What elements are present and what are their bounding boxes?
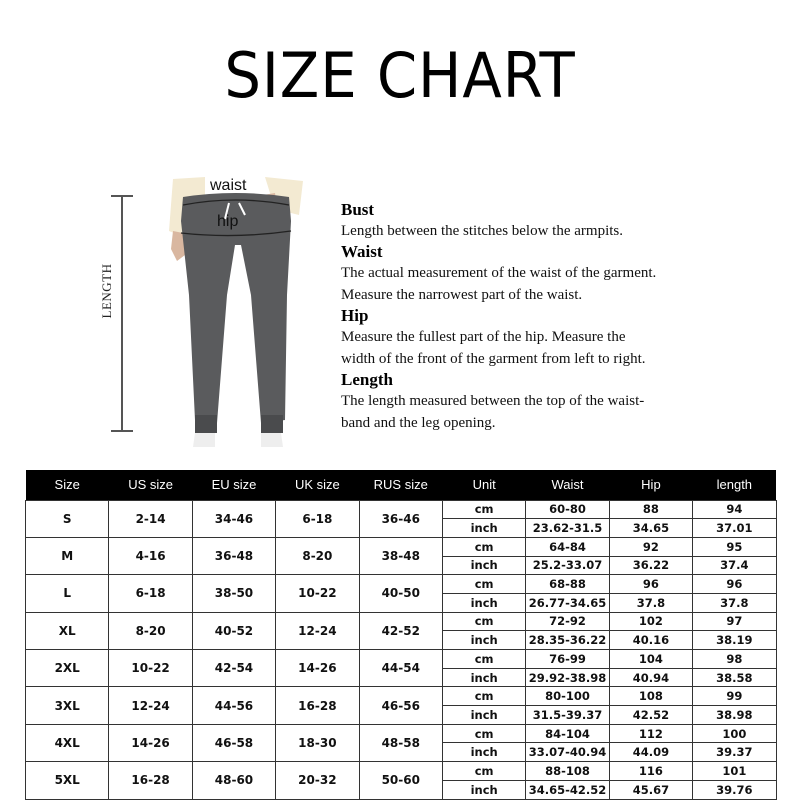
def-text: Length between the stitches below the armpits. <box>341 223 624 239</box>
col-header-rus: RUS size <box>359 470 442 500</box>
waist-cell: 23.62-31.5 <box>526 519 609 538</box>
hip-cell: 34.65 <box>609 519 692 538</box>
waist-cell: 60-80 <box>526 500 609 519</box>
unit-cell: cm <box>442 575 525 594</box>
unit-cell: inch <box>442 631 525 650</box>
us-size-cell: 6-18 <box>109 575 192 612</box>
def-text: Measure the narrowest part of the waist. <box>341 287 583 303</box>
unit-cell: cm <box>442 724 525 743</box>
def-heading-waist: Waist <box>341 242 383 261</box>
table-row <box>26 687 777 706</box>
eu-size-cell: 48-60 <box>192 762 275 799</box>
def-text: Measure the fullest part of the hip. Measure the <box>341 329 626 345</box>
table-row <box>26 724 777 743</box>
def-text: The actual measurement of the waist of the garment. <box>341 265 657 281</box>
col-header-hip: Hip <box>609 470 692 500</box>
unit-cell: inch <box>442 706 525 725</box>
us-size-cell: 12-24 <box>109 687 192 724</box>
def-text: The length measured between the top of the waist- <box>341 393 645 409</box>
unit-cell: inch <box>442 593 525 612</box>
size-cell: 5XL <box>26 762 109 799</box>
rus-size-cell: 40-50 <box>359 575 442 612</box>
hip-cell: 45.67 <box>609 780 692 799</box>
col-header-waist: Waist <box>526 470 609 500</box>
col-header-uk: UK size <box>276 470 359 500</box>
hip-label: hip <box>217 213 239 230</box>
length-bracket-icon <box>121 195 123 431</box>
uk-size-cell: 10-22 <box>276 575 359 612</box>
us-size-cell: 16-28 <box>109 762 192 799</box>
length-cell: 38.58 <box>693 668 776 687</box>
waist-label: waist <box>210 177 247 194</box>
unit-cell: inch <box>442 780 525 799</box>
rus-size-cell: 36-46 <box>359 500 442 537</box>
eu-size-cell: 38-50 <box>192 575 275 612</box>
def-heading-length: Length <box>341 370 393 389</box>
rus-size-cell: 44-54 <box>359 650 442 687</box>
def-text: band and the leg opening. <box>341 415 496 431</box>
hip-cell: 42.52 <box>609 706 692 725</box>
hip-cell: 37.8 <box>609 593 692 612</box>
waist-cell: 84-104 <box>526 724 609 743</box>
unit-cell: cm <box>442 500 525 519</box>
length-cell: 38.19 <box>693 631 776 650</box>
length-cell: 37.4 <box>693 556 776 575</box>
waist-cell: 31.5-39.37 <box>526 706 609 725</box>
size-cell: L <box>26 575 109 612</box>
waist-cell: 76-99 <box>526 650 609 669</box>
waist-cell: 26.77-34.65 <box>526 593 609 612</box>
length-cell: 99 <box>693 687 776 706</box>
uk-size-cell: 8-20 <box>276 537 359 574</box>
col-header-size: Size <box>26 470 109 500</box>
length-cell: 37.8 <box>693 593 776 612</box>
hip-cell: 116 <box>609 762 692 781</box>
page-title: SIZE CHART <box>224 39 576 112</box>
def-text: width of the front of the garment from left to right. <box>341 351 646 367</box>
table-header-row <box>26 470 777 500</box>
us-size-cell: 10-22 <box>109 650 192 687</box>
waist-cell: 28.35-36.22 <box>526 631 609 650</box>
table-row <box>26 575 777 594</box>
col-header-unit: Unit <box>442 470 525 500</box>
unit-cell: inch <box>442 556 525 575</box>
length-cell: 37.01 <box>693 519 776 538</box>
size-cell: M <box>26 537 109 574</box>
hip-cell: 96 <box>609 575 692 594</box>
eu-size-cell: 46-58 <box>192 724 275 761</box>
measurement-definitions <box>341 200 741 434</box>
unit-cell: cm <box>442 650 525 669</box>
waist-cell: 34.65-42.52 <box>526 780 609 799</box>
size-cell: S <box>26 500 109 537</box>
hip-cell: 102 <box>609 612 692 631</box>
waist-cell: 25.2-33.07 <box>526 556 609 575</box>
length-cell: 98 <box>693 650 776 669</box>
length-cell: 101 <box>693 762 776 781</box>
eu-size-cell: 44-56 <box>192 687 275 724</box>
length-bracket-bottom <box>111 430 133 432</box>
unit-cell: inch <box>442 519 525 538</box>
table-row <box>26 650 777 669</box>
rus-size-cell: 46-56 <box>359 687 442 724</box>
uk-size-cell: 6-18 <box>276 500 359 537</box>
hip-cell: 88 <box>609 500 692 519</box>
length-cell: 95 <box>693 537 776 556</box>
waist-cell: 29.92-38.98 <box>526 668 609 687</box>
hip-cell: 36.22 <box>609 556 692 575</box>
size-cell: 2XL <box>26 650 109 687</box>
length-cell: 94 <box>693 500 776 519</box>
size-cell: 4XL <box>26 724 109 761</box>
unit-cell: cm <box>442 762 525 781</box>
unit-cell: inch <box>442 743 525 762</box>
hip-cell: 92 <box>609 537 692 556</box>
rus-size-cell: 42-52 <box>359 612 442 649</box>
us-size-cell: 14-26 <box>109 724 192 761</box>
rus-size-cell: 50-60 <box>359 762 442 799</box>
us-size-cell: 4-16 <box>109 537 192 574</box>
table-row <box>26 612 777 631</box>
length-cell: 100 <box>693 724 776 743</box>
eu-size-cell: 36-48 <box>192 537 275 574</box>
rus-size-cell: 48-58 <box>359 724 442 761</box>
unit-cell: cm <box>442 537 525 556</box>
length-cell: 39.37 <box>693 743 776 762</box>
length-cell: 96 <box>693 575 776 594</box>
size-table <box>25 470 777 800</box>
def-heading-bust: Bust <box>341 200 375 219</box>
pants-figure <box>95 175 315 465</box>
table-row <box>26 500 777 519</box>
uk-size-cell: 20-32 <box>276 762 359 799</box>
length-cell: 97 <box>693 612 776 631</box>
size-cell: 3XL <box>26 687 109 724</box>
length-label: LENGTH <box>99 263 114 319</box>
eu-size-cell: 40-52 <box>192 612 275 649</box>
us-size-cell: 2-14 <box>109 500 192 537</box>
waist-cell: 33.07-40.94 <box>526 743 609 762</box>
col-header-length: length <box>693 470 776 500</box>
unit-cell: cm <box>442 612 525 631</box>
unit-cell: inch <box>442 668 525 687</box>
uk-size-cell: 12-24 <box>276 612 359 649</box>
size-cell: XL <box>26 612 109 649</box>
hip-cell: 112 <box>609 724 692 743</box>
def-heading-hip: Hip <box>341 306 369 325</box>
waist-cell: 88-108 <box>526 762 609 781</box>
waist-cell: 68-88 <box>526 575 609 594</box>
waist-cell: 72-92 <box>526 612 609 631</box>
length-cell: 39.76 <box>693 780 776 799</box>
length-cell: 38.98 <box>693 706 776 725</box>
hip-cell: 40.94 <box>609 668 692 687</box>
us-size-cell: 8-20 <box>109 612 192 649</box>
hip-cell: 108 <box>609 687 692 706</box>
col-header-us: US size <box>109 470 192 500</box>
hip-cell: 104 <box>609 650 692 669</box>
uk-size-cell: 18-30 <box>276 724 359 761</box>
hip-cell: 44.09 <box>609 743 692 762</box>
eu-size-cell: 42-54 <box>192 650 275 687</box>
rus-size-cell: 38-48 <box>359 537 442 574</box>
uk-size-cell: 16-28 <box>276 687 359 724</box>
pants-illustration <box>165 175 315 465</box>
col-header-eu: EU size <box>192 470 275 500</box>
unit-cell: cm <box>442 687 525 706</box>
waist-cell: 80-100 <box>526 687 609 706</box>
table-row <box>26 537 777 556</box>
uk-size-cell: 14-26 <box>276 650 359 687</box>
table-row <box>26 762 777 781</box>
waist-cell: 64-84 <box>526 537 609 556</box>
hip-cell: 40.16 <box>609 631 692 650</box>
eu-size-cell: 34-46 <box>192 500 275 537</box>
